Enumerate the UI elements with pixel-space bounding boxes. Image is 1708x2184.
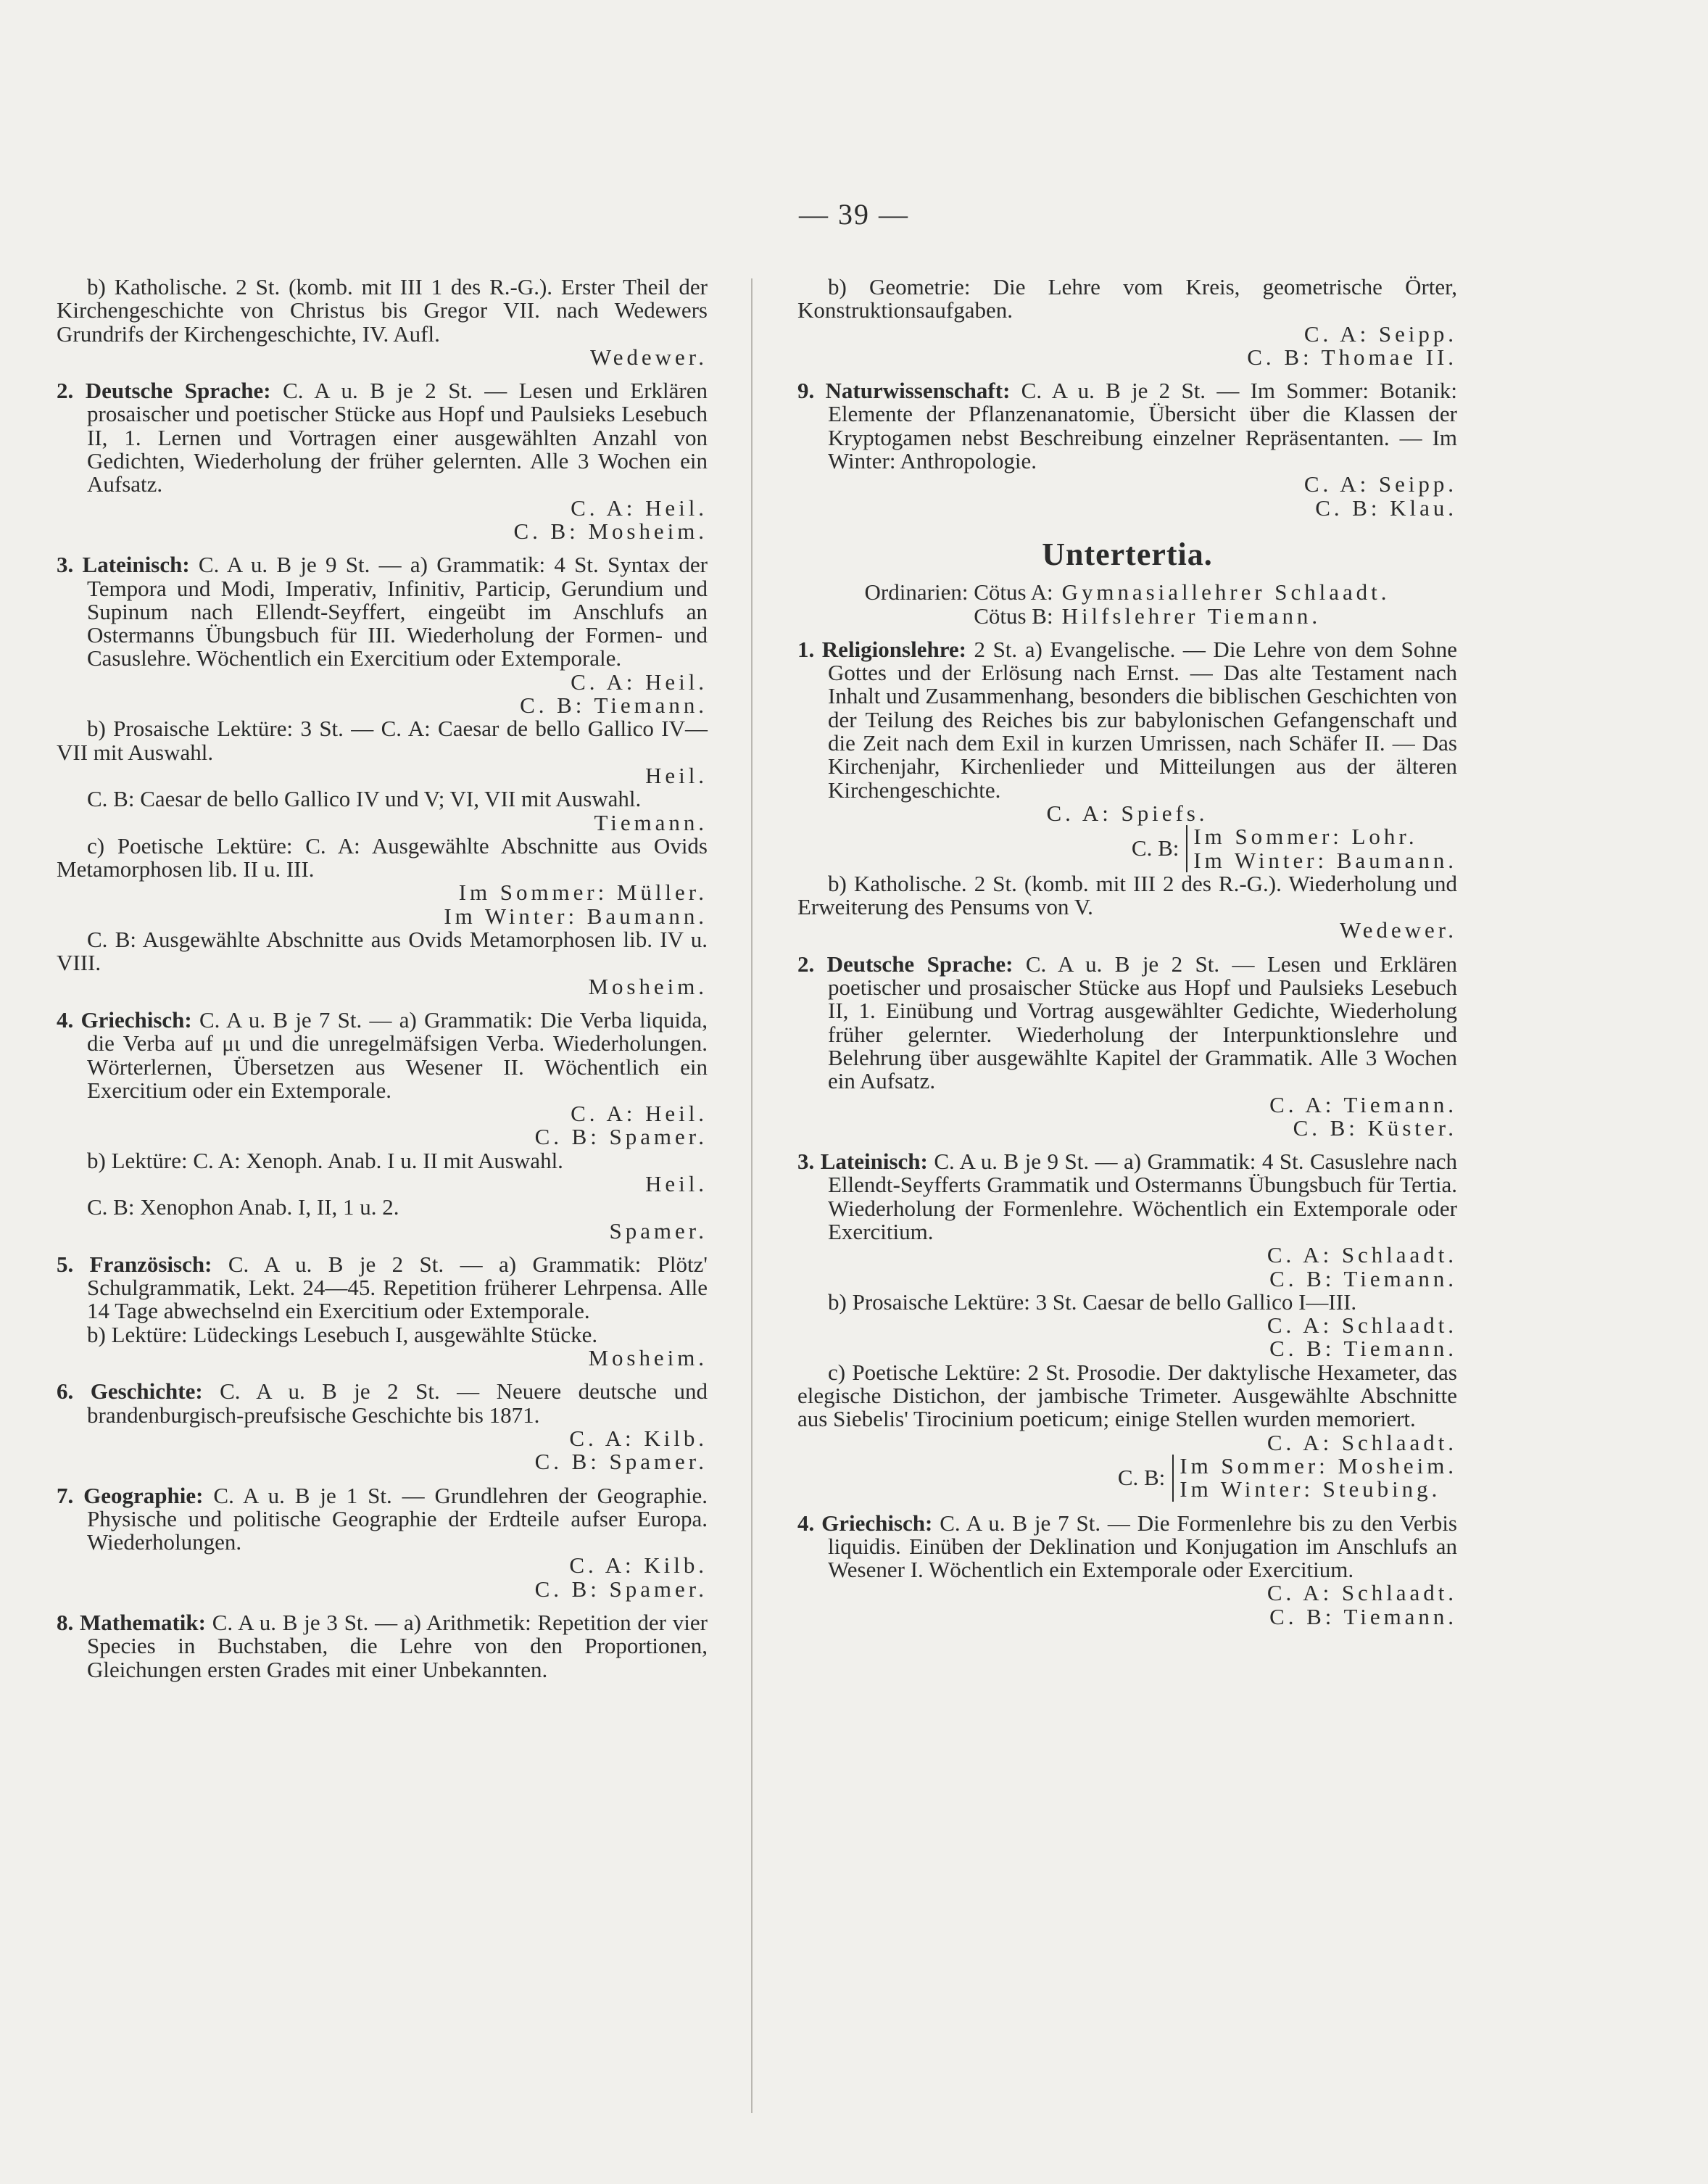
subject-text: C. A u. B je 9 St. — a) Grammatik: 4 St. Syntax der Tempora und Modi, Imperativ, Infinitiv, Particip, Gerundium und Supinum nach Ellendt-Seyffert, eingeübt im Anschlufs an Ostermanns Übungsbuch für III. Wiederholung der Formen- und Casuslehre. Wöchentlich ein Exercitium oder Extemporale. — [87, 552, 708, 671]
subject-heading: 5. Französisch: — [57, 1251, 212, 1277]
subject-text: C. A u. B je 3 St. — a) Arithmetik: Repetition der vier Species in Buchstaben, die Lehre von den Proportionen, Gleichungen ersten Grades mit einer Unbekannten. — [87, 1610, 708, 1682]
subject-text: C. A u. B je 9 St. — a) Grammatik: 4 St. Casuslehre nach Ellendt-Seyfferts Grammatik und Ostermanns Übungsbuch für Tertia. Wiederholung der Formenlehre. Wöchentlich ein Extemporale oder Exercitium. — [828, 1149, 1457, 1244]
subject-text: C. A u. B je 2 St. — Lesen und Erklären prosaischer und poetischer Stücke aus Hopf und Paulsieks Lesebuch II, 1. Lernen und Vortragen einer ausgewählten Anzahl von Gedichten, Wiederholung der früher gelernten. Alle 3 Wochen ein Aufsatz. — [87, 378, 708, 497]
subject-text: C. A u. B je 7 St. — a) Grammatik: Die Verba liquida, die Verba auf μι und die unregelmäfsigen Verba. Wiederholungen. Wörterlernen, Übersetzen aus Wesener II. Wöchentlich ein Exercitium oder ein Extemporale. — [87, 1006, 708, 1103]
teacher-assignment: C. A: Schlaadt. — [1267, 1312, 1457, 1339]
bracket-line: Im Sommer: Lohr. — [1193, 824, 1418, 850]
subject-entry — [57, 1253, 708, 1323]
teacher-assignment: Tiemann. — [594, 809, 708, 835]
subject-entry — [57, 1006, 708, 1103]
teacher-assignment: C. A: Spiefs. — [1046, 800, 1209, 826]
ordinarien — [797, 581, 1457, 628]
right-column — [797, 276, 1457, 1629]
bracket-line: Im Sommer: Mosheim. — [1180, 1452, 1457, 1478]
subject-entry — [57, 1484, 708, 1555]
teacher-assignment: C. A: Seipp. — [1303, 471, 1457, 497]
teacher-assignment: C. A: Heil. — [571, 1101, 708, 1127]
teacher-assignment: C. A: Heil. — [571, 669, 708, 695]
subject-entry — [57, 553, 708, 670]
teacher-assignment: C. B: Küster. — [1293, 1114, 1457, 1141]
paragraph: b) Geometrie: Die Lehre vom Kreis, geometrische Örter, Konstruktionsaufgaben. — [797, 274, 1457, 323]
paragraph: b) Katholische. 2 St. (komb. mit III 1 des R.-G.). Erster Theil der Kirchengeschichte von Christus bis Gregor VII. nach Wedewers Grundrifs der Kirchengeschichte, IV. Aufl. — [57, 274, 708, 347]
teacher-assignment: Im Sommer: Müller. — [458, 880, 708, 906]
left-column — [57, 276, 708, 1682]
teacher-assignment: C. A: Schlaadt. — [1267, 1580, 1457, 1606]
subject-entry — [57, 1611, 708, 1682]
subject-heading: 3. Lateinisch: — [57, 552, 190, 578]
paragraph: b) Katholische. 2 St. (komb. mit III 2 des R.-G.). Wiederholung und Erweiterung des Pensums von V. — [797, 870, 1457, 920]
ordinarien-name-b: Hilfslehrer Tiemann. — [1061, 603, 1322, 629]
teacher-assignment: Mosheim. — [588, 973, 708, 999]
teacher-assignment: Wedewer. — [1340, 917, 1457, 943]
paragraph: b) Prosaische Lektüre: 3 St. — C. A: Caesar de bello Gallico IV—VII mit Auswahl. — [57, 716, 708, 765]
teacher-assignment: Heil. — [645, 1170, 708, 1196]
teacher-assignment: C. A: Tiemann. — [1269, 1091, 1457, 1117]
subject-text: C. A u. B je 1 St. — Grundlehren der Geographie. Physische und politische Geographie der Erdteile aufser Europa. Wiederholungen. — [87, 1482, 708, 1555]
paragraph: b) Lektüre: Lüdeckings Lesebuch I, ausgewählte Stücke. — [87, 1321, 598, 1347]
bracket-lines — [1172, 1452, 1457, 1502]
subject-text: 2 St. a) Evangelische. — Die Lehre von dem Sohne Gottes und der Erlösung nach Ernst. — Das alte Testament nach Inhalt und Zusammenhang, besonders die biblischen Geschichten von der Teilung des Reiches bis zur babylonischen Gefangenschaft und die Zeit nach dem Exil in kurzen Umrissen, nach Schäfer II. — Das Kirchenjahr, Kirchenlieder und Mitteilungen aus der älteren Kirchengeschichte. — [828, 636, 1458, 803]
ordinarien-label-b: Cötus B: — [974, 603, 1053, 629]
bracket-lines — [1186, 825, 1457, 872]
subject-text: C. A u. B je 2 St. — Im Sommer: Botanik: Elemente der Pflanzenanatomie, Übersicht über die Klassen der Kryptogamen nebst Beschreibung einzelner Repräsentanten. — Im Winter: Anthropologie. — [828, 378, 1457, 474]
subject-heading: 3. Lateinisch: — [797, 1149, 928, 1175]
subject-heading: 8. Mathematik: — [57, 1610, 206, 1636]
subject-heading: 2. Deutsche Sprache: — [797, 951, 1013, 977]
page-number: — 39 — — [799, 198, 909, 231]
teacher-assignment: C. B: Mosheim. — [513, 518, 708, 544]
bracket-label: C. B: — [1131, 835, 1180, 861]
teacher-bracket — [797, 825, 1457, 872]
teacher-assignment: C. B: Klau. — [1315, 495, 1457, 521]
subject-heading: 2. Deutsche Sprache: — [57, 378, 271, 404]
teacher-assignment: Mosheim. — [588, 1345, 708, 1371]
teacher-assignment: C. B: Tiemann. — [520, 692, 708, 719]
subject-text: C. A u. B je 2 St. — Neuere deutsche und brandenburgisch-preufsische Geschichte bis 1871. — [87, 1378, 708, 1428]
column-divider — [751, 278, 753, 2113]
teacher-assignment: C. B: Spamer. — [534, 1576, 708, 1602]
bracket-line: Im Winter: Baumann. — [1193, 847, 1457, 873]
paragraph: C. B: Xenophon Anab. I, II, 1 u. 2. — [87, 1194, 399, 1220]
subject-entry — [797, 953, 1457, 1093]
paragraph: C. B: Caesar de bello Gallico IV und V; VI, VII mit Auswahl. — [87, 786, 642, 812]
subject-text: C. A u. B je 2 St. — a) Grammatik: Plötz' Schulgrammatik, Lekt. 24—45. Repetition früherer Lehrpensa. Alle 14 Tage abwechselnd ein Exercitium oder Extemporale. — [87, 1251, 708, 1324]
paragraph: b) Lektüre: C. A: Xenoph. Anab. I u. II mit Auswahl. — [87, 1147, 563, 1173]
bracket-line: Im Winter: Steubing. — [1180, 1476, 1441, 1502]
subject-entry — [57, 379, 708, 496]
subject-entry — [57, 1380, 708, 1427]
subject-heading: 9. Naturwissenschaft: — [797, 378, 1011, 404]
paragraph: b) Prosaische Lektüre: 3 St. Caesar de bello Gallico I—III. — [828, 1289, 1357, 1315]
teacher-bracket — [797, 1452, 1457, 1502]
subject-heading: 4. Griechisch: — [57, 1006, 192, 1033]
ordinarien-name-a: Gymnasiallehrer Schlaadt. — [1061, 579, 1390, 605]
teacher-assignment: C. B: Tiemann. — [1269, 1265, 1457, 1291]
subject-entry — [797, 379, 1457, 473]
subject-text: C. A u. B je 7 St. — Die Formenlehre bis zu den Verbis liquidis. Einüben der Deklination und Konjugation im Anschlufs an Wesener I. Wöchentlich ein Extemporale oder Exercitium. — [828, 1510, 1457, 1583]
subject-heading: 7. Geographie: — [57, 1482, 204, 1508]
teacher-assignment: Heil. — [645, 762, 708, 788]
subject-entry — [797, 1512, 1457, 1582]
teacher-assignment: Im Winter: Baumann. — [444, 903, 708, 929]
teacher-assignment: C. B: Tiemann. — [1269, 1603, 1457, 1629]
teacher-assignment: C. A: Schlaadt. — [1267, 1429, 1457, 1455]
paragraph: c) Poetische Lektüre: C. A: Ausgewählte Abschnitte aus Ovids Metamorphosen lib. II u. III. — [57, 832, 708, 882]
subject-text: C. A u. B je 2 St. — Lesen und Erklären poetischer und prosaischer Stücke aus Hopf und Paulsieks Lesebuch II, 1. Einübung und Vortrag ausgewählter Gedichte, Wiederholung früher gelernter. Wiederholung der Interpunktionslehre und Belehrung über ausgewählte Kapitel der Grammatik. Alle 3 Wochen ein Aufsatz. — [828, 951, 1458, 1094]
paragraph: C. B: Ausgewählte Abschnitte aus Ovids Metamorphosen lib. IV u. VIII. — [57, 927, 708, 976]
section-title: Untertertia. — [1042, 536, 1213, 572]
ordinarien-label-a: Ordinarien: Cötus A: — [864, 579, 1053, 605]
paragraph: c) Poetische Lektüre: 2 St. Prosodie. Der daktylische Hexameter, das elegische Distichon, der jambische Trimeter. Ausgewählte Abschnitte aus Siebelis' Tirocinium poeticum; einige Stellen wurden memoriert. — [797, 1359, 1457, 1432]
teacher-assignment: C. A: Schlaadt. — [1267, 1242, 1457, 1268]
teacher-assignment: C. A: Kilb. — [569, 1425, 708, 1451]
subject-entry — [797, 1150, 1457, 1244]
teacher-assignment: Spamer. — [609, 1217, 708, 1244]
teacher-assignment: C. B: Spamer. — [534, 1449, 708, 1475]
subject-heading: 6. Geschichte: — [57, 1378, 203, 1405]
teacher-assignment: C. A: Heil. — [571, 495, 708, 521]
teacher-assignment: C. B: Tiemann. — [1269, 1336, 1457, 1362]
subject-heading: 1. Religionslehre: — [797, 636, 966, 662]
teacher-assignment: C. A: Seipp. — [1303, 320, 1457, 347]
subject-entry — [797, 638, 1457, 802]
teacher-assignment: C. A: Kilb. — [569, 1552, 708, 1579]
teacher-assignment: C. B: Spamer. — [534, 1124, 708, 1150]
bracket-label: C. B: — [1117, 1465, 1166, 1491]
teacher-assignment: C. B: Thomae II. — [1247, 344, 1457, 370]
teacher-assignment: Wedewer. — [590, 344, 708, 370]
subject-heading: 4. Griechisch: — [797, 1510, 933, 1536]
